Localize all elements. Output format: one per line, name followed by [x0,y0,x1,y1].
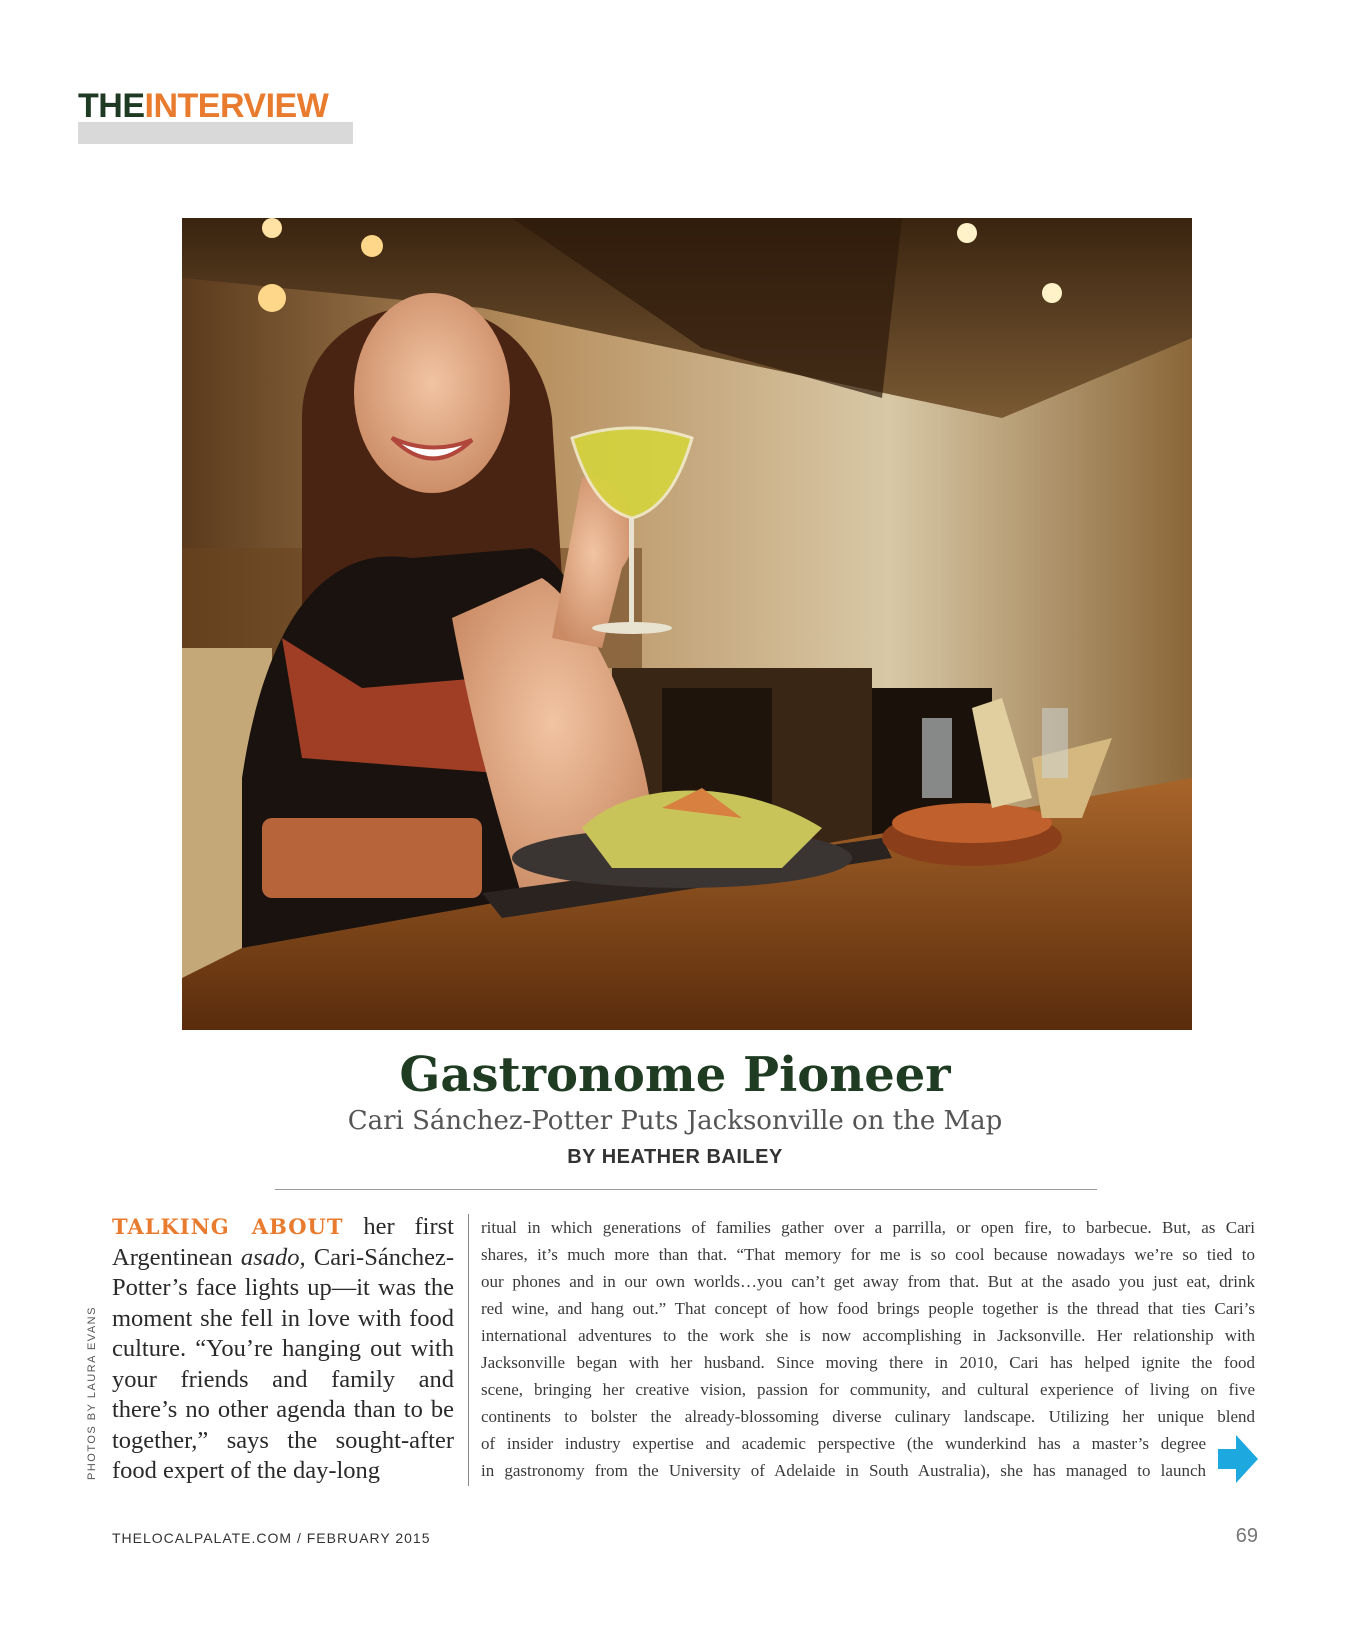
body-line: continents to bolster the already-blossoming diverse culinary landscape. Utilizing her unique blend [481,1407,1255,1426]
body-line: ritual in which generations of families gather over a parrilla, or open fire, to barbecue. But, as Cari [481,1218,1255,1237]
photo-credit: PHOTOS BY LAURA EVANS [86,1306,98,1480]
section-header [78,86,353,144]
body-line: red wine, and hang out.” That concept of how food brings people together is the thread that ties Cari’s [481,1299,1255,1318]
section-title-interview: INTERVIEW [144,87,329,125]
folio: THELOCALPALATE.COM / FEBRUARY 2015 [112,1530,431,1546]
body-text-1-italic: asado, [240,1243,306,1271]
body-line: international adventures to the work she is now accomplishing in Jacksonville. Her relationship with [481,1326,1255,1345]
page-number: 69 [1235,1525,1258,1547]
column-divider [468,1214,469,1486]
body-line: shares, it’s much more than that. “That memory for me is so cool because nowadays we’re so tied to [481,1245,1255,1264]
article-dek: Cari Sánchez-Potter Puts Jacksonville on the Map [347,1106,1003,1136]
body-line: Jacksonville began with her husband. Since moving there in 2010, Cari has helped ignite the food [481,1353,1255,1372]
right-arrow-icon [1218,1435,1258,1483]
body-line: scene, bringing her creative vision, passion for community, and cultural experience of living on five [481,1380,1255,1399]
feature-photo [182,218,1192,1030]
article-headline: Gastronome Pioneer [399,1047,951,1103]
body-line: in gastronomy from the University of Adelaide in South Australia), she has managed to launch [481,1461,1206,1480]
body-line: our phones and in our own worlds…you can’t get away from that. But at the asado you just eat, drink [481,1272,1255,1291]
section-title-the: THE [78,87,145,125]
section-title [78,86,328,126]
title-rule [275,1189,1097,1190]
body-line: of insider industry expertise and academic perspective (the wunderkind has a master’s degree [481,1434,1206,1453]
body-column-1 [112,1212,454,1487]
body-text-1a: her first Argentinean [112,1213,454,1271]
lead-in: TALKING ABOUT [112,1214,344,1239]
body-text-1b: Cari-Sánchez-Potter’s face lights up—it was the moment she fell in love with food culture. “You’re hanging out with your friends and family and there’s no other agenda than to be together,” says the sought-after food expert of the day-long [112,1243,454,1484]
article-byline: BY HEATHER BAILEY [567,1146,783,1168]
body-column-2 [481,1214,1255,1484]
